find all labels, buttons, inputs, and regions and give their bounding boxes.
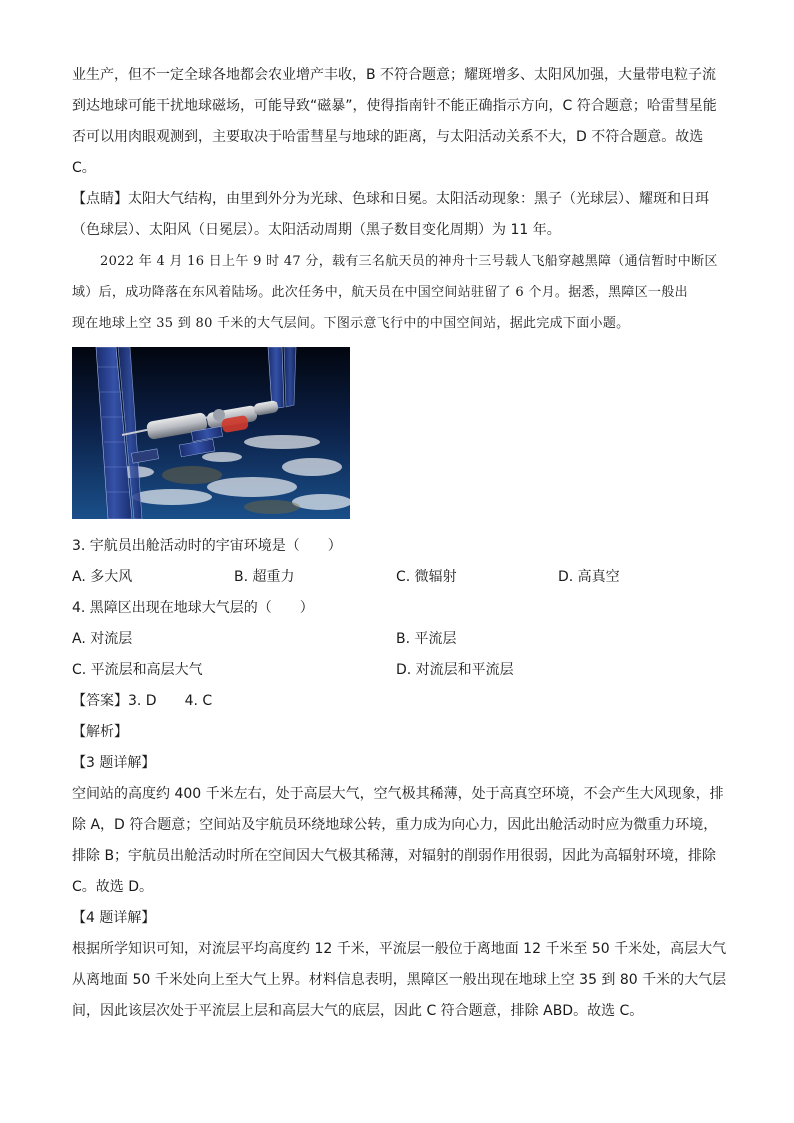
answer-section xyxy=(72,686,722,717)
text-line xyxy=(72,184,722,215)
text-line: 空间站的高度约 400 千米左右，处于高层大气，空气极其稀薄，处于高真空环境，不会产生大风现象，排 xyxy=(72,786,724,802)
option-b: B. 平流层 xyxy=(396,631,457,647)
text-line: 否可以用肉眼观测到，主要取决于哈雷彗星与地球的距离，与太阳活动关系不大，D 不符合题意。故选 xyxy=(72,129,704,145)
material-passage xyxy=(72,246,722,339)
text-line: 业生产，但不一定全球各地都会农业增产丰收，B 不符合题意；耀斑增多、太阳风加强，大量带电粒子流 xyxy=(72,67,717,83)
text-line: 除 A，D 符合题意；空间站及宇航员环绕地球公转，重力成为向心力，因此出舱活动时应为微重力环境， xyxy=(72,817,718,833)
answer-text: 3. D 4. C xyxy=(128,693,213,709)
option-d: D. 高真空 xyxy=(558,569,620,585)
document-page xyxy=(72,60,727,1027)
question-3 xyxy=(72,531,722,593)
previous-explanation xyxy=(72,60,722,184)
analysis-section xyxy=(72,717,722,748)
material-line: 域）后，成功降落在东风着陆场。此次任务中，航天员在中国空间站驻留了 6 个月。据悉，黑障区一般出 xyxy=(72,285,688,300)
space-station-illustration xyxy=(72,347,350,519)
option-a: A. 对流层 xyxy=(72,631,133,647)
detail-3-section xyxy=(72,748,722,903)
dianjing-text: 太阳大气结构，由里到外分为光球、色球和日冕。太阳活动现象：黑子（光球层）、耀斑和日珥 xyxy=(128,191,709,207)
analysis-label: 【解析】 xyxy=(72,724,128,740)
options-row xyxy=(72,562,722,593)
question-4 xyxy=(72,593,722,686)
detail-4-section xyxy=(72,903,727,1027)
option-a: A. 多大风 xyxy=(72,569,133,585)
text-line: 从离地面 50 千米处向上至大气上界。材料信息表明，黑障区一般出现在地球上空 35 到 80 千米的大气层 xyxy=(72,972,727,988)
text-line: 间，因此该层次处于平流层上层和高层大气的底层，因此 C 符合题意，排除 ABD。故选 C。 xyxy=(72,1003,644,1019)
material-line: 现在地球上空 35 到 80 千米的大气层间。下图示意飞行中的中国空间站，据此完成下面小题。 xyxy=(72,316,630,331)
option-c: C. 微辐射 xyxy=(396,569,457,585)
answer-line xyxy=(72,686,722,717)
question-stem: 4. 黑障区出现在地球大气层的（ ） xyxy=(72,600,314,616)
text-line: 排除 B；宇航员出舱活动时所在空间因大气极其稀薄，对辐射的削弱作用很弱，因此为高辐射环境，排除 xyxy=(72,848,717,864)
detail-3-label: 【3 题详解】 xyxy=(72,755,156,771)
answer-label: 【答案】 xyxy=(72,693,128,709)
text-line: 到达地球可能干扰地球磁场，可能导致“磁暴”，使得指南针不能正确指示方向，C 符合题意；哈雷彗星能 xyxy=(72,98,717,114)
option-d: D. 对流层和平流层 xyxy=(396,662,514,678)
text-line: C。故选 D。 xyxy=(72,879,154,895)
space-station-photo xyxy=(72,347,350,519)
text-line: （色球层）、太阳风（日冕层）。太阳活动周期（黑子数目变化周期）为 11 年。 xyxy=(72,222,561,238)
options-row xyxy=(72,655,722,686)
detail-4-label: 【4 题详解】 xyxy=(72,910,156,926)
option-c: C. 平流层和高层大气 xyxy=(72,662,203,678)
material-line: 2022 年 4 月 16 日上午 9 时 47 分，载有三名航天员的神舟十三号载人飞船穿越黑障（通信暂时中断区 xyxy=(100,254,718,269)
options-row xyxy=(72,624,722,655)
option-b: B. 超重力 xyxy=(234,569,295,585)
text-line: 根据所学知识可知，对流层平均高度约 12 千米，平流层一般位于离地面 12 千米至 50 千米处，高层大气 xyxy=(72,941,727,957)
dianjing-label: 【点睛】 xyxy=(72,191,128,207)
dianjing-section xyxy=(72,184,722,246)
question-stem: 3. 宇航员出舱活动时的宇宙环境是（ ） xyxy=(72,538,342,554)
text-line: C。 xyxy=(72,160,96,176)
